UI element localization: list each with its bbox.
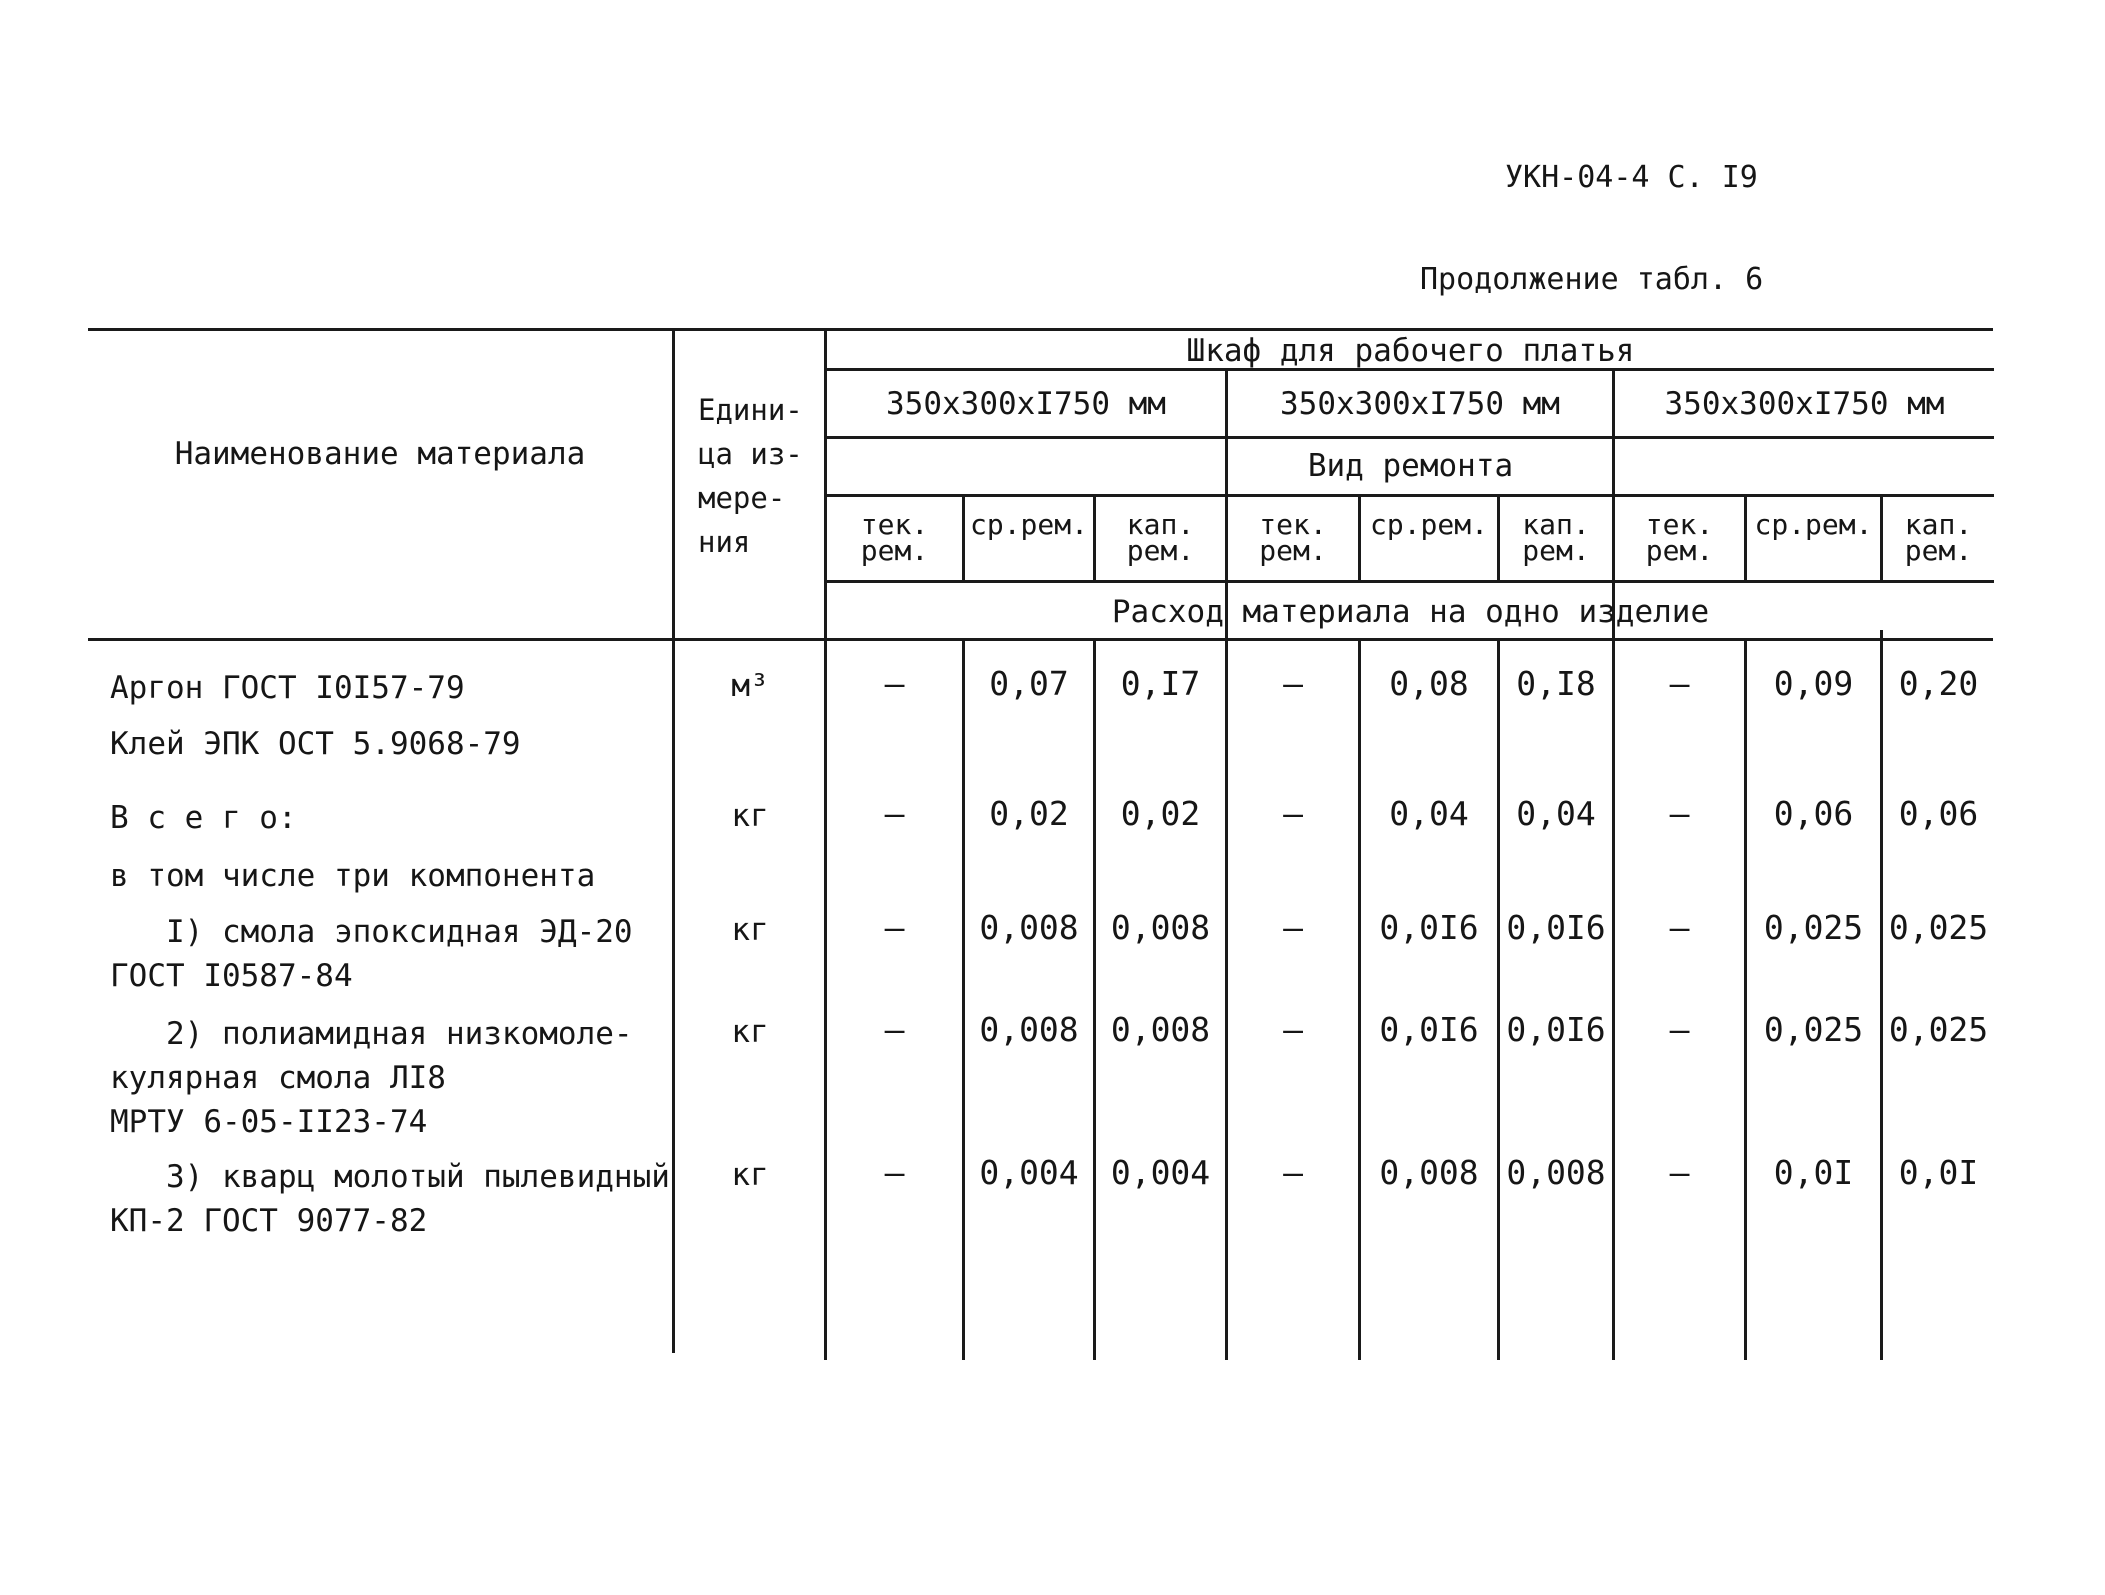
value-cell: 0,02 — [1120, 794, 1201, 833]
material-name-line: Аргон ГОСТ I0I57-79 — [110, 670, 465, 706]
value-cell: 0,008 — [979, 908, 1079, 947]
value-cell: – — [1283, 908, 1303, 947]
value-cell: 0,I7 — [1120, 664, 1201, 703]
material-name-cell — [110, 1155, 670, 1243]
material-name-line: В с е г о: — [110, 800, 297, 836]
repair-type-current-3: тек. рем. — [1645, 508, 1714, 567]
material-name-cell — [110, 666, 465, 710]
value-cell: – — [1283, 1153, 1303, 1192]
material-name-line: I) смола эпоксидная ЭД-20 — [110, 914, 633, 950]
size-header-2: 350x300xI750 мм — [1280, 386, 1560, 422]
value-cell: – — [1283, 664, 1303, 703]
unit-cell: м³ — [731, 668, 769, 704]
value-cell: 0,008 — [1379, 1153, 1479, 1192]
value-cell: – — [884, 908, 905, 947]
repair-type-capital-3: кап. рем. — [1904, 508, 1973, 567]
value-cell: – — [1669, 794, 1690, 833]
value-cell: – — [884, 1010, 905, 1049]
value-cell: 0,06 — [1773, 794, 1854, 833]
material-name-line: в том числе три компонента — [110, 858, 596, 894]
repair-type-medium-3: ср.рем. — [1754, 508, 1873, 541]
value-cell: – — [1283, 794, 1303, 833]
unit-cell: кг — [731, 912, 769, 948]
value-cell: – — [884, 794, 905, 833]
material-name-cell — [110, 796, 297, 840]
value-cell: – — [1669, 1010, 1690, 1049]
material-name-line: Клей ЭПК ОСТ 5.9068-79 — [110, 726, 521, 762]
value-cell: 0,008 — [1110, 1010, 1211, 1049]
material-name-line: ГОСТ I0587-84 — [110, 958, 353, 994]
value-cell: – — [1283, 1010, 1303, 1049]
material-name-cell — [110, 722, 521, 766]
repair-type-current-2: тек. рем. — [1259, 508, 1327, 567]
value-cell: 0,004 — [979, 1153, 1079, 1192]
unit-cell: кг — [731, 1157, 769, 1193]
value-cell: 0,07 — [989, 664, 1069, 703]
value-cell: – — [1669, 1153, 1690, 1192]
value-cell: 0,02 — [989, 794, 1069, 833]
value-cell: 0,04 — [1516, 794, 1596, 833]
unit-cell: кг — [731, 798, 769, 834]
table-caption: Продолжение табл. 6 — [1420, 262, 1764, 297]
value-cell: 0,0I6 — [1379, 1010, 1479, 1049]
value-cell: 0,008 — [979, 1010, 1079, 1049]
material-name-line: МРТУ 6-05-II23-74 — [110, 1104, 428, 1140]
unit-cell: кг — [731, 1014, 769, 1050]
value-cell: – — [884, 664, 905, 703]
value-cell: 0,025 — [1888, 1010, 1989, 1049]
value-cell: 0,0I6 — [1379, 908, 1479, 947]
value-cell: 0,025 — [1888, 908, 1989, 947]
value-cell: 0,08 — [1389, 664, 1469, 703]
material-name-line: 2) полиамидная низкомоле- — [110, 1016, 633, 1052]
material-name-cell — [110, 1012, 633, 1144]
value-cell: 0,20 — [1898, 664, 1979, 703]
value-cell: 0,09 — [1773, 664, 1854, 703]
document-reference: УКН-04-4 С. I9 — [1505, 160, 1758, 195]
material-name-line: КП-2 ГОСТ 9077-82 — [110, 1203, 428, 1239]
value-cell: 0,0I — [1898, 1153, 1979, 1192]
value-cell: – — [1669, 908, 1690, 947]
repair-type-capital-1: кап. рем. — [1126, 508, 1195, 567]
value-cell: 0,008 — [1110, 908, 1211, 947]
repair-type-medium-2: ср.рем. — [1369, 508, 1488, 541]
value-cell: 0,0I6 — [1506, 1010, 1606, 1049]
value-cell: 0,004 — [1110, 1153, 1211, 1192]
material-name-cell — [110, 854, 595, 898]
repair-type-medium-1: ср.рем. — [969, 508, 1088, 541]
repair-type-header: Вид ремонта — [1307, 448, 1514, 484]
value-cell: 0,008 — [1506, 1153, 1606, 1192]
size-header-1: 350x300xI750 мм — [886, 386, 1166, 422]
value-cell: 0,025 — [1763, 1010, 1864, 1049]
material-name-line: кулярная смола ЛI8 — [110, 1060, 446, 1096]
material-name-cell — [110, 910, 633, 998]
value-cell: 0,I8 — [1516, 664, 1596, 703]
consumption-header: Расход материала на одно изделие — [1111, 594, 1710, 630]
material-name-line: 3) кварц молотый пылевидный — [110, 1159, 670, 1195]
repair-type-capital-2: кап. рем. — [1522, 508, 1590, 567]
repair-type-current-1: тек. рем. — [860, 508, 929, 567]
value-cell: – — [884, 1153, 905, 1192]
value-cell: 0,06 — [1898, 794, 1979, 833]
size-header-3: 350x300xI750 мм — [1664, 386, 1945, 422]
value-cell: 0,025 — [1763, 908, 1864, 947]
value-cell: 0,0I6 — [1506, 908, 1606, 947]
value-cell: – — [1669, 664, 1690, 703]
column-header-material-name: Наименование материала — [174, 436, 586, 472]
group-header: Шкаф для рабочего платья — [1186, 333, 1635, 369]
value-cell: 0,0I — [1773, 1153, 1854, 1192]
value-cell: 0,04 — [1389, 794, 1469, 833]
